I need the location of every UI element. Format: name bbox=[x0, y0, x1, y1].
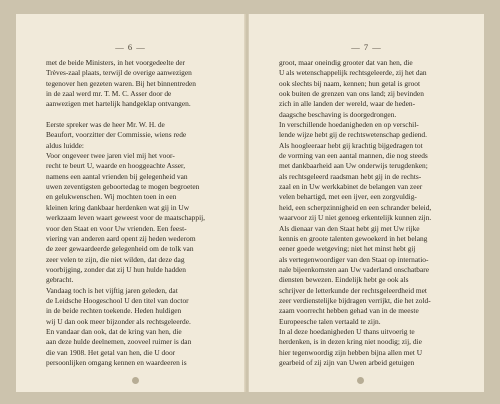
text-line: aanwezigen met hartelijk handgeklap ontvangen. bbox=[46, 99, 191, 109]
text-line bbox=[46, 110, 226, 120]
right-page-text bbox=[279, 58, 465, 368]
text-line: persoonlijken omgang kennen en waardeeren is bbox=[46, 357, 187, 367]
text-line: aldus luidde: bbox=[46, 140, 84, 150]
text-line: Als hoogleeraar hebt gij krachtig bijgedragen tot bbox=[279, 140, 423, 150]
text-line: voorbijging, zonder dat zij U hun hulde hadden bbox=[46, 264, 186, 274]
text-line: eener goede wetgeving; niet het minst hebt gij bbox=[279, 244, 416, 254]
text-line: Trèves-zaal plaats, terwijl de overige aanwezigen bbox=[46, 68, 192, 78]
text-line: nale bijeenkomsten aan Uw vaderland onschatbare bbox=[279, 264, 430, 274]
text-line: namens een aantal vrienden bij gelegenheid van bbox=[46, 171, 188, 181]
left-page bbox=[16, 14, 246, 392]
text-line: hier tegenwoordig zijn hebben bijna allen met U bbox=[279, 347, 423, 357]
left-page-number: — 6 — bbox=[115, 42, 146, 52]
text-line: In verschillende hoedanigheden en op verschil- bbox=[279, 120, 419, 130]
text-line: zeer verdienstelijke bijdragen verrijkt, die het zold- bbox=[279, 295, 431, 305]
text-line: voor den Staat en voor Uw vrienden. Een feest- bbox=[46, 223, 187, 233]
text-line: zaam voorrecht hebben gehad van in de meeste bbox=[279, 306, 419, 316]
text-line: Voor ongeveer twee jaren viel mij het voor- bbox=[46, 151, 175, 161]
text-line: ook buiten de grenzen van ons land; zij bevinden bbox=[279, 89, 424, 99]
text-line: viering van anderen aard opent zij heden wederom bbox=[46, 233, 196, 243]
text-line: tegenover hen gezeten waren. Bij het binnentreden bbox=[46, 78, 197, 88]
text-line: diensten bewezen. Eindelijk hebt ge ook als bbox=[279, 275, 409, 285]
text-line: aan deze hulde deelnemen, zooveel ruimer is dan bbox=[46, 337, 192, 347]
text-line: velen behartigd, met een ijver, een zorgvuldig- bbox=[279, 192, 417, 202]
text-line: groot, maar oneindig grooter dat van hen, die bbox=[279, 58, 413, 67]
text-line: zeer velen te zijn, die niet wilden, dat deze dag bbox=[46, 254, 185, 264]
text-line: ook slechts bij naam, kennen; hun getal is groot bbox=[279, 78, 421, 88]
text-line: gearbeid of zij zijn van Uwen arbeid getuigen bbox=[279, 357, 415, 367]
text-line: met dankbaarheid aan Uw onderwijs terugdenken; bbox=[279, 161, 428, 171]
text-line: Eerste spreker was de heer Mr. W. H. de bbox=[46, 120, 165, 130]
text-line: schrijver de letterkunde der rechtsgeleerdheid met bbox=[279, 285, 427, 295]
text-line: Vandaag toch is het vijftig jaren geleden, dat bbox=[46, 285, 178, 295]
text-line: heid, een scherpzinnigheid en een schrander beleid, bbox=[279, 202, 432, 212]
text-line: kleinen kring dankbaar herdenken wat gij in Uw bbox=[46, 202, 190, 212]
text-line: de zeer gewaardeerde gelegenheid om de tolk van bbox=[46, 244, 194, 254]
text-line: in de beide rechten toekende. Heden huldigen bbox=[46, 306, 182, 316]
text-line: U als wetenschappelijk rechtsgeleerde, zij het dan bbox=[279, 68, 427, 78]
text-line: de vorming van een aantal mannen, die nog steeds bbox=[279, 151, 428, 161]
text-line: gebracht. bbox=[46, 275, 74, 285]
text-line: En vandaar dan ook, dat de kring van hen, die bbox=[46, 326, 182, 336]
text-line: Als dienaar van den Staat hebt gij met Uw rijke bbox=[279, 223, 420, 233]
binding-hole bbox=[132, 377, 139, 384]
text-line: waarvoor zij U niet genoeg erkentelijk kunnen zijn. bbox=[279, 213, 432, 223]
text-line: in de zaal werd mr. T. M. C. Asser door de bbox=[46, 89, 172, 99]
text-line: wij U dan ook meer bijzonder als rechtsgeleerde. bbox=[46, 316, 191, 326]
text-line: uwen zeventigsten geboortedag te mogen begroeten bbox=[46, 182, 200, 192]
text-line: herdenken, is in dezen kring niet noodig; zij, die bbox=[279, 337, 422, 347]
text-line: kennis en groote talenten gewoekerd in het belang bbox=[279, 233, 428, 243]
text-line: en gelukwenschen. Wij mochten toen in een bbox=[46, 192, 177, 202]
text-line: Europeesche talen vertaald te zijn. bbox=[279, 316, 381, 326]
text-line: met de beide Ministers, in het voorgedeelte der bbox=[46, 58, 186, 67]
text-line: die van 1908. Het getal van hen, die U door bbox=[46, 347, 176, 357]
text-line: daagsche beschaving is doorgedrongen. bbox=[279, 109, 397, 119]
text-line: lende wijze hebt gij de rechtswetenschap gediend. bbox=[279, 130, 427, 140]
left-page-text bbox=[46, 58, 226, 368]
binding-hole bbox=[357, 377, 364, 384]
text-line: In al deze hoedanigheden U thans uitvoerig te bbox=[279, 326, 415, 336]
right-page-number: — 7 — bbox=[351, 42, 382, 52]
text-line: de Leidsche Hoogeschool U den titel van doctor bbox=[46, 295, 189, 305]
right-page bbox=[248, 14, 484, 392]
text-line: zich in alle landen der wereld, waar de heden- bbox=[279, 99, 416, 109]
text-line: recht te beurt U, waarde en hooggeachte Asser, bbox=[46, 161, 186, 171]
text-line: als vertegenwoordiger van den Staat op internatio- bbox=[279, 254, 429, 264]
text-line: werkzaam leven waart geweest voor de maatschappij, bbox=[46, 213, 206, 223]
text-line: als rechtsgeleerd raadsman hebt gij in de rechts- bbox=[279, 171, 422, 181]
text-line: Beaufort, voorzitter der Commissie, wiens rede bbox=[46, 130, 187, 140]
text-line: zaal en in Uw werkkabinet de belangen van zeer bbox=[279, 182, 423, 192]
